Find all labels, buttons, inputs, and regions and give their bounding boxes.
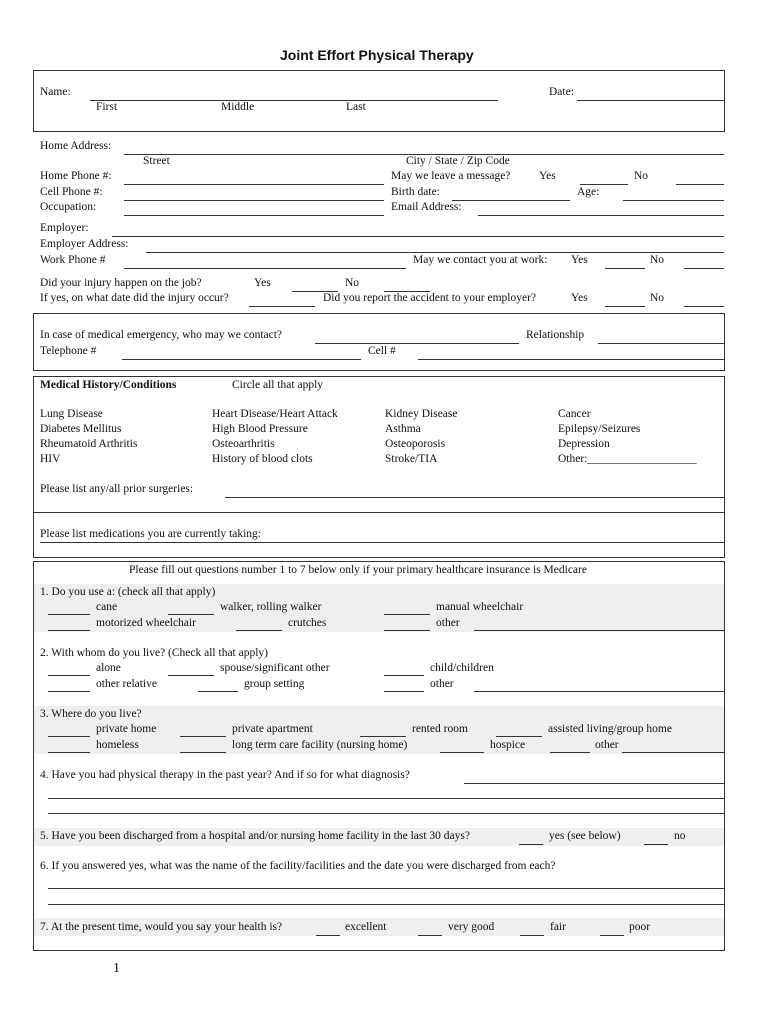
leave-message-yes-field[interactable] xyxy=(580,184,628,185)
q1-text: 1. Do you use a: (check all that apply) xyxy=(40,586,216,598)
injury-on-job-yes-label: Yes xyxy=(254,277,271,289)
leave-message-no-field[interactable] xyxy=(676,184,724,185)
q1-other-field[interactable] xyxy=(474,630,724,631)
q7-excellent-blank[interactable] xyxy=(316,935,340,936)
q1-opt: cane xyxy=(96,601,118,613)
emergency-telephone-label: Telephone # xyxy=(40,345,97,357)
q2-opt: other relative xyxy=(96,678,157,690)
employer-field[interactable] xyxy=(112,236,724,237)
q3-opt: private home xyxy=(96,723,157,735)
q2-spouse-blank[interactable] xyxy=(168,675,214,676)
work-phone-label: Work Phone # xyxy=(40,254,106,266)
q2-other-blank[interactable] xyxy=(384,691,424,692)
report-accident-label: Did you report the accident to your employer? xyxy=(323,292,536,304)
work-phone-field[interactable] xyxy=(124,268,406,269)
age-label: Age: xyxy=(577,186,600,198)
q3-opt: homeless xyxy=(96,739,139,751)
q1-other-blank[interactable] xyxy=(384,630,430,631)
name-section xyxy=(33,70,725,132)
q2-opt: child/children xyxy=(430,662,494,674)
condition-item[interactable]: Osteoporosis xyxy=(385,438,446,450)
injury-date-field[interactable] xyxy=(249,306,315,307)
medications-field[interactable] xyxy=(40,542,724,543)
condition-item[interactable]: Lung Disease xyxy=(40,408,103,420)
q1-cane-blank[interactable] xyxy=(48,614,90,615)
surgeries-label: Please list any/all prior surgeries: xyxy=(40,483,194,495)
condition-item[interactable]: Rheumatoid Arthritis xyxy=(40,438,138,450)
q7-poor-blank[interactable] xyxy=(600,935,624,936)
q2-alone-blank[interactable] xyxy=(48,675,90,676)
condition-item[interactable]: Depression xyxy=(558,438,610,450)
emergency-telephone-field[interactable] xyxy=(122,359,361,360)
surgeries-field[interactable] xyxy=(225,497,724,498)
q6-line[interactable] xyxy=(48,888,724,889)
leave-message-label: May we leave a message? xyxy=(391,170,511,182)
injury-on-job-no-label: No xyxy=(345,277,360,289)
employer-label: Employer: xyxy=(40,222,89,234)
medical-history-heading: Medical History/Conditions xyxy=(40,379,177,391)
q3-opt: other xyxy=(595,739,619,751)
leave-message-yes-label: Yes xyxy=(539,170,556,182)
condition-item[interactable]: Epilepsy/Seizures xyxy=(558,423,641,435)
q7-opt: poor xyxy=(629,921,651,933)
q1-motorized-blank[interactable] xyxy=(48,630,90,631)
q5-no-blank[interactable] xyxy=(644,844,668,845)
q3-hospice-blank[interactable] xyxy=(440,752,484,753)
email-field[interactable] xyxy=(478,215,724,216)
q4-field[interactable] xyxy=(464,783,724,784)
injury-on-job-label: Did your injury happen on the job? xyxy=(40,277,202,289)
q3-opt: rented room xyxy=(412,723,468,735)
q3-homeless-blank[interactable] xyxy=(48,752,90,753)
q3-other-field[interactable] xyxy=(622,752,724,753)
contact-work-yes-field[interactable] xyxy=(605,268,645,269)
q1-opt: other xyxy=(436,617,460,629)
report-accident-no-label: No xyxy=(650,292,665,304)
q1-manual-wheelchair-blank[interactable] xyxy=(384,614,430,615)
q7-opt: excellent xyxy=(345,921,387,933)
q2-opt: group setting xyxy=(244,678,305,690)
date-field[interactable] xyxy=(577,100,724,101)
circle-instruction: Circle all that apply xyxy=(232,379,324,391)
leave-message-no-label: No xyxy=(634,170,649,182)
report-accident-no-field[interactable] xyxy=(684,306,724,307)
q2-opt: alone xyxy=(96,662,121,674)
q3-opt: private apartment xyxy=(232,723,313,735)
employer-address-field[interactable] xyxy=(146,252,724,253)
employer-address-label: Employer Address: xyxy=(40,238,129,250)
home-phone-field[interactable] xyxy=(124,184,384,185)
report-accident-yes-field[interactable] xyxy=(605,306,645,307)
home-address-label: Home Address: xyxy=(40,140,112,152)
q3-ltc-blank[interactable] xyxy=(180,752,226,753)
q3-rented-room-blank[interactable] xyxy=(360,736,406,737)
injury-date-label: If yes, on what date did the injury occur? xyxy=(40,292,229,304)
q4-text: 4. Have you had physical therapy in the past year? And if so for what diagnosis? xyxy=(40,769,410,781)
condition-item[interactable]: Diabetes Mellitus xyxy=(40,423,122,435)
condition-item[interactable]: Stroke/TIA xyxy=(385,453,438,465)
emergency-contact-field[interactable] xyxy=(315,343,519,344)
condition-item[interactable]: Cancer xyxy=(558,408,591,420)
condition-item-other[interactable]: Other:___________________ xyxy=(558,453,697,465)
q7-fair-blank[interactable] xyxy=(520,935,544,936)
cell-phone-field[interactable] xyxy=(124,200,384,201)
home-phone-label: Home Phone #: xyxy=(40,170,112,182)
name-field[interactable] xyxy=(90,100,498,101)
birth-date-label: Birth date: xyxy=(391,186,440,198)
q1-crutches-blank[interactable] xyxy=(236,630,282,631)
middle-name-caption: Middle xyxy=(221,101,255,113)
condition-item[interactable]: Osteoarthritis xyxy=(212,438,275,450)
q5-yes-label: yes (see below) xyxy=(549,830,621,842)
q2-child-blank[interactable] xyxy=(384,675,424,676)
condition-item[interactable]: Kidney Disease xyxy=(385,408,458,420)
q3-opt: assisted living/group home xyxy=(548,723,672,735)
q2-opt: spouse/significant other xyxy=(220,662,330,674)
q3-assisted-blank[interactable] xyxy=(496,736,542,737)
q3-opt: hospice xyxy=(490,739,526,751)
q4-line[interactable] xyxy=(48,813,724,814)
condition-item[interactable]: History of blood clots xyxy=(212,453,313,465)
email-label: Email Address: xyxy=(391,201,462,213)
q2-opt: other xyxy=(430,678,454,690)
emergency-cell-field[interactable] xyxy=(418,359,724,360)
q3-other-blank[interactable] xyxy=(550,752,590,753)
q2-group-blank[interactable] xyxy=(198,691,238,692)
q1-opt: motorized wheelchair xyxy=(96,617,196,629)
q5-yes-blank[interactable] xyxy=(519,844,543,845)
medications-label: Please list medications you are currently taking: xyxy=(40,528,261,540)
relationship-field[interactable] xyxy=(598,343,724,344)
condition-item[interactable]: High Blood Pressure xyxy=(212,423,308,435)
contact-work-label: May we contact you at work: xyxy=(413,254,548,266)
condition-item[interactable]: Asthma xyxy=(385,423,421,435)
q2-other-field[interactable] xyxy=(474,691,724,692)
divider xyxy=(33,512,725,513)
contact-work-no-label: No xyxy=(650,254,665,266)
last-name-caption: Last xyxy=(346,101,366,113)
first-name-caption: First xyxy=(96,101,118,113)
cell-phone-label: Cell Phone #: xyxy=(40,186,103,198)
street-caption: Street xyxy=(143,155,170,167)
contact-work-yes-label: Yes xyxy=(571,254,588,266)
page-number: 1 xyxy=(113,961,120,976)
q3-apartment-blank[interactable] xyxy=(180,736,226,737)
q3-private-home-blank[interactable] xyxy=(48,736,90,737)
emergency-section xyxy=(33,313,725,371)
date-label: Date: xyxy=(549,86,574,98)
q1-opt: walker, rolling walker xyxy=(220,601,322,613)
q7-very-good-blank[interactable] xyxy=(418,935,442,936)
q7-opt: fair xyxy=(550,921,566,933)
q7-opt: very good xyxy=(448,921,495,933)
q7-text: 7. At the present time, would you say your health is? xyxy=(40,921,283,933)
q5-no-label: no xyxy=(674,830,686,842)
q1-walker-blank[interactable] xyxy=(168,614,214,615)
relationship-label: Relationship xyxy=(526,329,585,341)
emergency-cell-label: Cell # xyxy=(368,345,396,357)
q3-opt: long term care facility (nursing home) xyxy=(232,739,408,751)
page-title: Joint Effort Physical Therapy xyxy=(280,47,474,63)
q6-line[interactable] xyxy=(48,904,724,905)
condition-item[interactable]: Heart Disease/Heart Attack xyxy=(212,408,338,420)
occupation-field[interactable] xyxy=(124,215,384,216)
occupation-label: Occupation: xyxy=(40,201,97,213)
q2-relative-blank[interactable] xyxy=(48,691,90,692)
city-state-zip-caption: City / State / Zip Code xyxy=(406,155,510,167)
medicare-intro: Please fill out questions number 1 to 7 below only if your primary healthcare insurance is Medicare xyxy=(129,564,587,576)
q6-text: 6. If you answered yes, what was the name of the facility/facilities and the date you were discharged from each? xyxy=(40,860,556,872)
age-field[interactable] xyxy=(623,200,724,201)
name-label: Name: xyxy=(40,86,71,98)
emergency-contact-label: In case of medical emergency, who may we contact? xyxy=(40,329,283,341)
q1-opt: crutches xyxy=(288,617,327,629)
report-accident-yes-label: Yes xyxy=(571,292,588,304)
contact-work-no-field[interactable] xyxy=(684,268,724,269)
q2-text: 2. With whom do you live? (Check all that apply) xyxy=(40,647,269,659)
condition-item[interactable]: HIV xyxy=(40,453,61,465)
birth-date-field[interactable] xyxy=(452,200,570,201)
q5-text: 5. Have you been discharged from a hospital and/or nursing home facility in the last 30 days? xyxy=(40,830,470,842)
q1-opt: manual wheelchair xyxy=(436,601,524,613)
q3-text: 3. Where do you live? xyxy=(40,708,142,720)
q4-line[interactable] xyxy=(48,798,724,799)
